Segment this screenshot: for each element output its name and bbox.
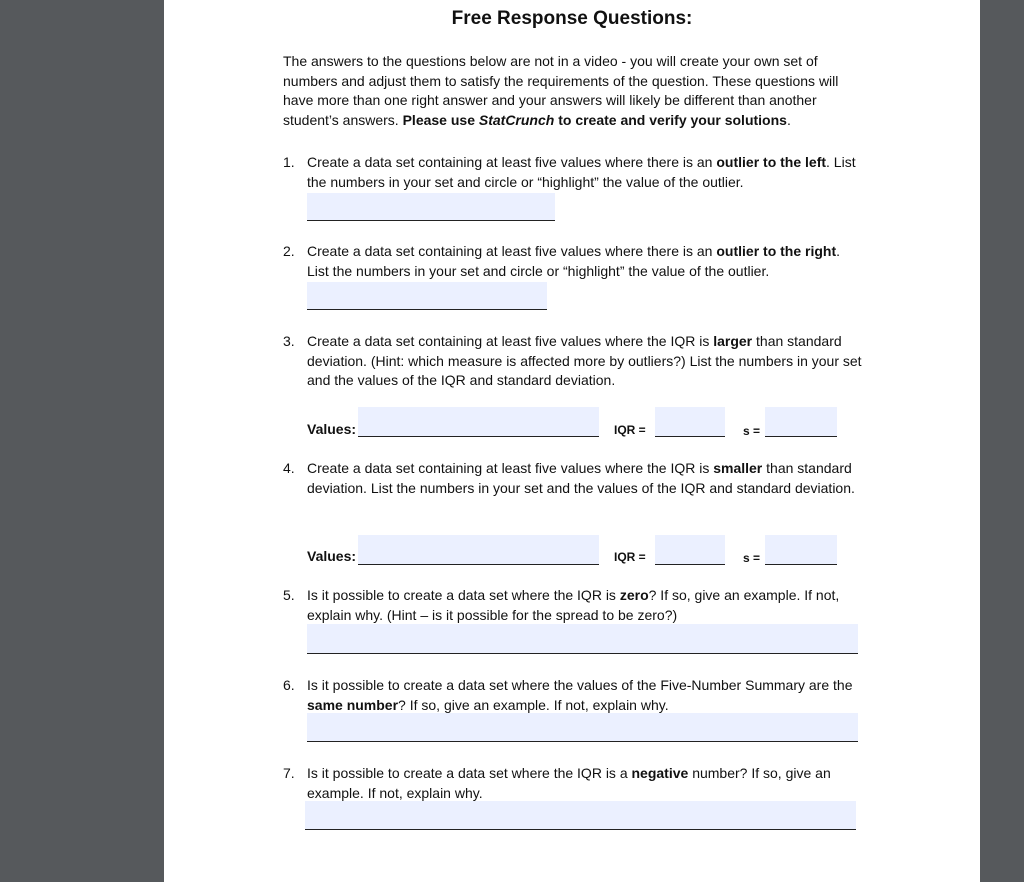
question-number: 4. — [283, 460, 295, 476]
intro-statcrunch: StatCrunch — [478, 111, 555, 128]
question-number: 7. — [283, 765, 295, 781]
intro-bold-pre: Please use — [402, 111, 479, 128]
question-number: 6. — [283, 677, 295, 693]
answer-field-q2[interactable] — [307, 282, 547, 310]
answer-field-q1[interactable] — [307, 193, 555, 221]
question-number: 2. — [283, 243, 295, 259]
intro-end: . — [786, 111, 791, 128]
question-number: 3. — [283, 333, 295, 349]
values-label-q4: Values: — [307, 548, 357, 564]
iqr-label-q3: IQR = — [614, 423, 646, 437]
s-field-q3[interactable] — [765, 407, 837, 437]
answer-field-q6[interactable] — [307, 713, 858, 742]
s-field-q4[interactable] — [765, 535, 837, 565]
question-number: 5. — [283, 587, 295, 603]
intro-text: The answers to the questions below are not in a video - you will create your own set of numbers and adjust them to satisfy the requirements of the question. These questions will have more than one right answer and your answers will likely be different than another student’s answers. — [283, 53, 839, 128]
values-field-q4[interactable] — [358, 535, 599, 565]
answer-field-q7[interactable] — [305, 801, 856, 830]
iqr-field-q3[interactable] — [655, 407, 725, 437]
question-text: Is it possible to create a data set where the IQR is zero? If so, give an example. If not, explain why. (Hint – is it possible for the spread to be zero?) — [307, 587, 840, 623]
s-label-q4: s = — [743, 551, 761, 565]
page-title: Free Response Questions: — [451, 8, 693, 29]
question-text: Is it possible to create a data set where the IQR is a negative number? If so, give an example. If not, explain why. — [307, 765, 831, 801]
question-number: 1. — [283, 154, 295, 170]
question-text: Create a data set containing at least five values where the IQR is smaller than standard deviation. List the numbers in your set and the values of the IQR and standard deviation. — [307, 460, 855, 496]
question-text: Create a data set containing at least five values where there is an outlier to the right. List the numbers in your set and circle or “highlight” the value of the outlier. — [307, 243, 841, 279]
document-page — [164, 0, 980, 882]
question-text: Create a data set containing at least five values where the IQR is larger than standard deviation. (Hint: which measure is affected more by outliers?) List the numbers in your set and the values of the IQR and standard deviation. — [307, 333, 862, 389]
answer-field-q5[interactable] — [307, 624, 858, 654]
values-label-q3: Values: — [307, 421, 357, 437]
viewer-background-right — [980, 0, 1024, 882]
s-label-q3: s = — [743, 424, 761, 438]
question-text: Create a data set containing at least five values where there is an outlier to the left. List the numbers in your set and circle or “highlight” the value of the outlier. — [307, 154, 856, 190]
intro-bold-post: to create and verify your solutions — [554, 111, 787, 128]
iqr-field-q4[interactable] — [655, 535, 725, 565]
question-text: Is it possible to create a data set where the values of the Five-Number Summary are the same number? If so, give an example. If not, explain why. — [307, 677, 853, 713]
iqr-label-q4: IQR = — [614, 550, 646, 564]
viewer-background-left — [0, 0, 164, 882]
values-field-q3[interactable] — [358, 407, 599, 437]
intro-paragraph — [283, 52, 863, 130]
